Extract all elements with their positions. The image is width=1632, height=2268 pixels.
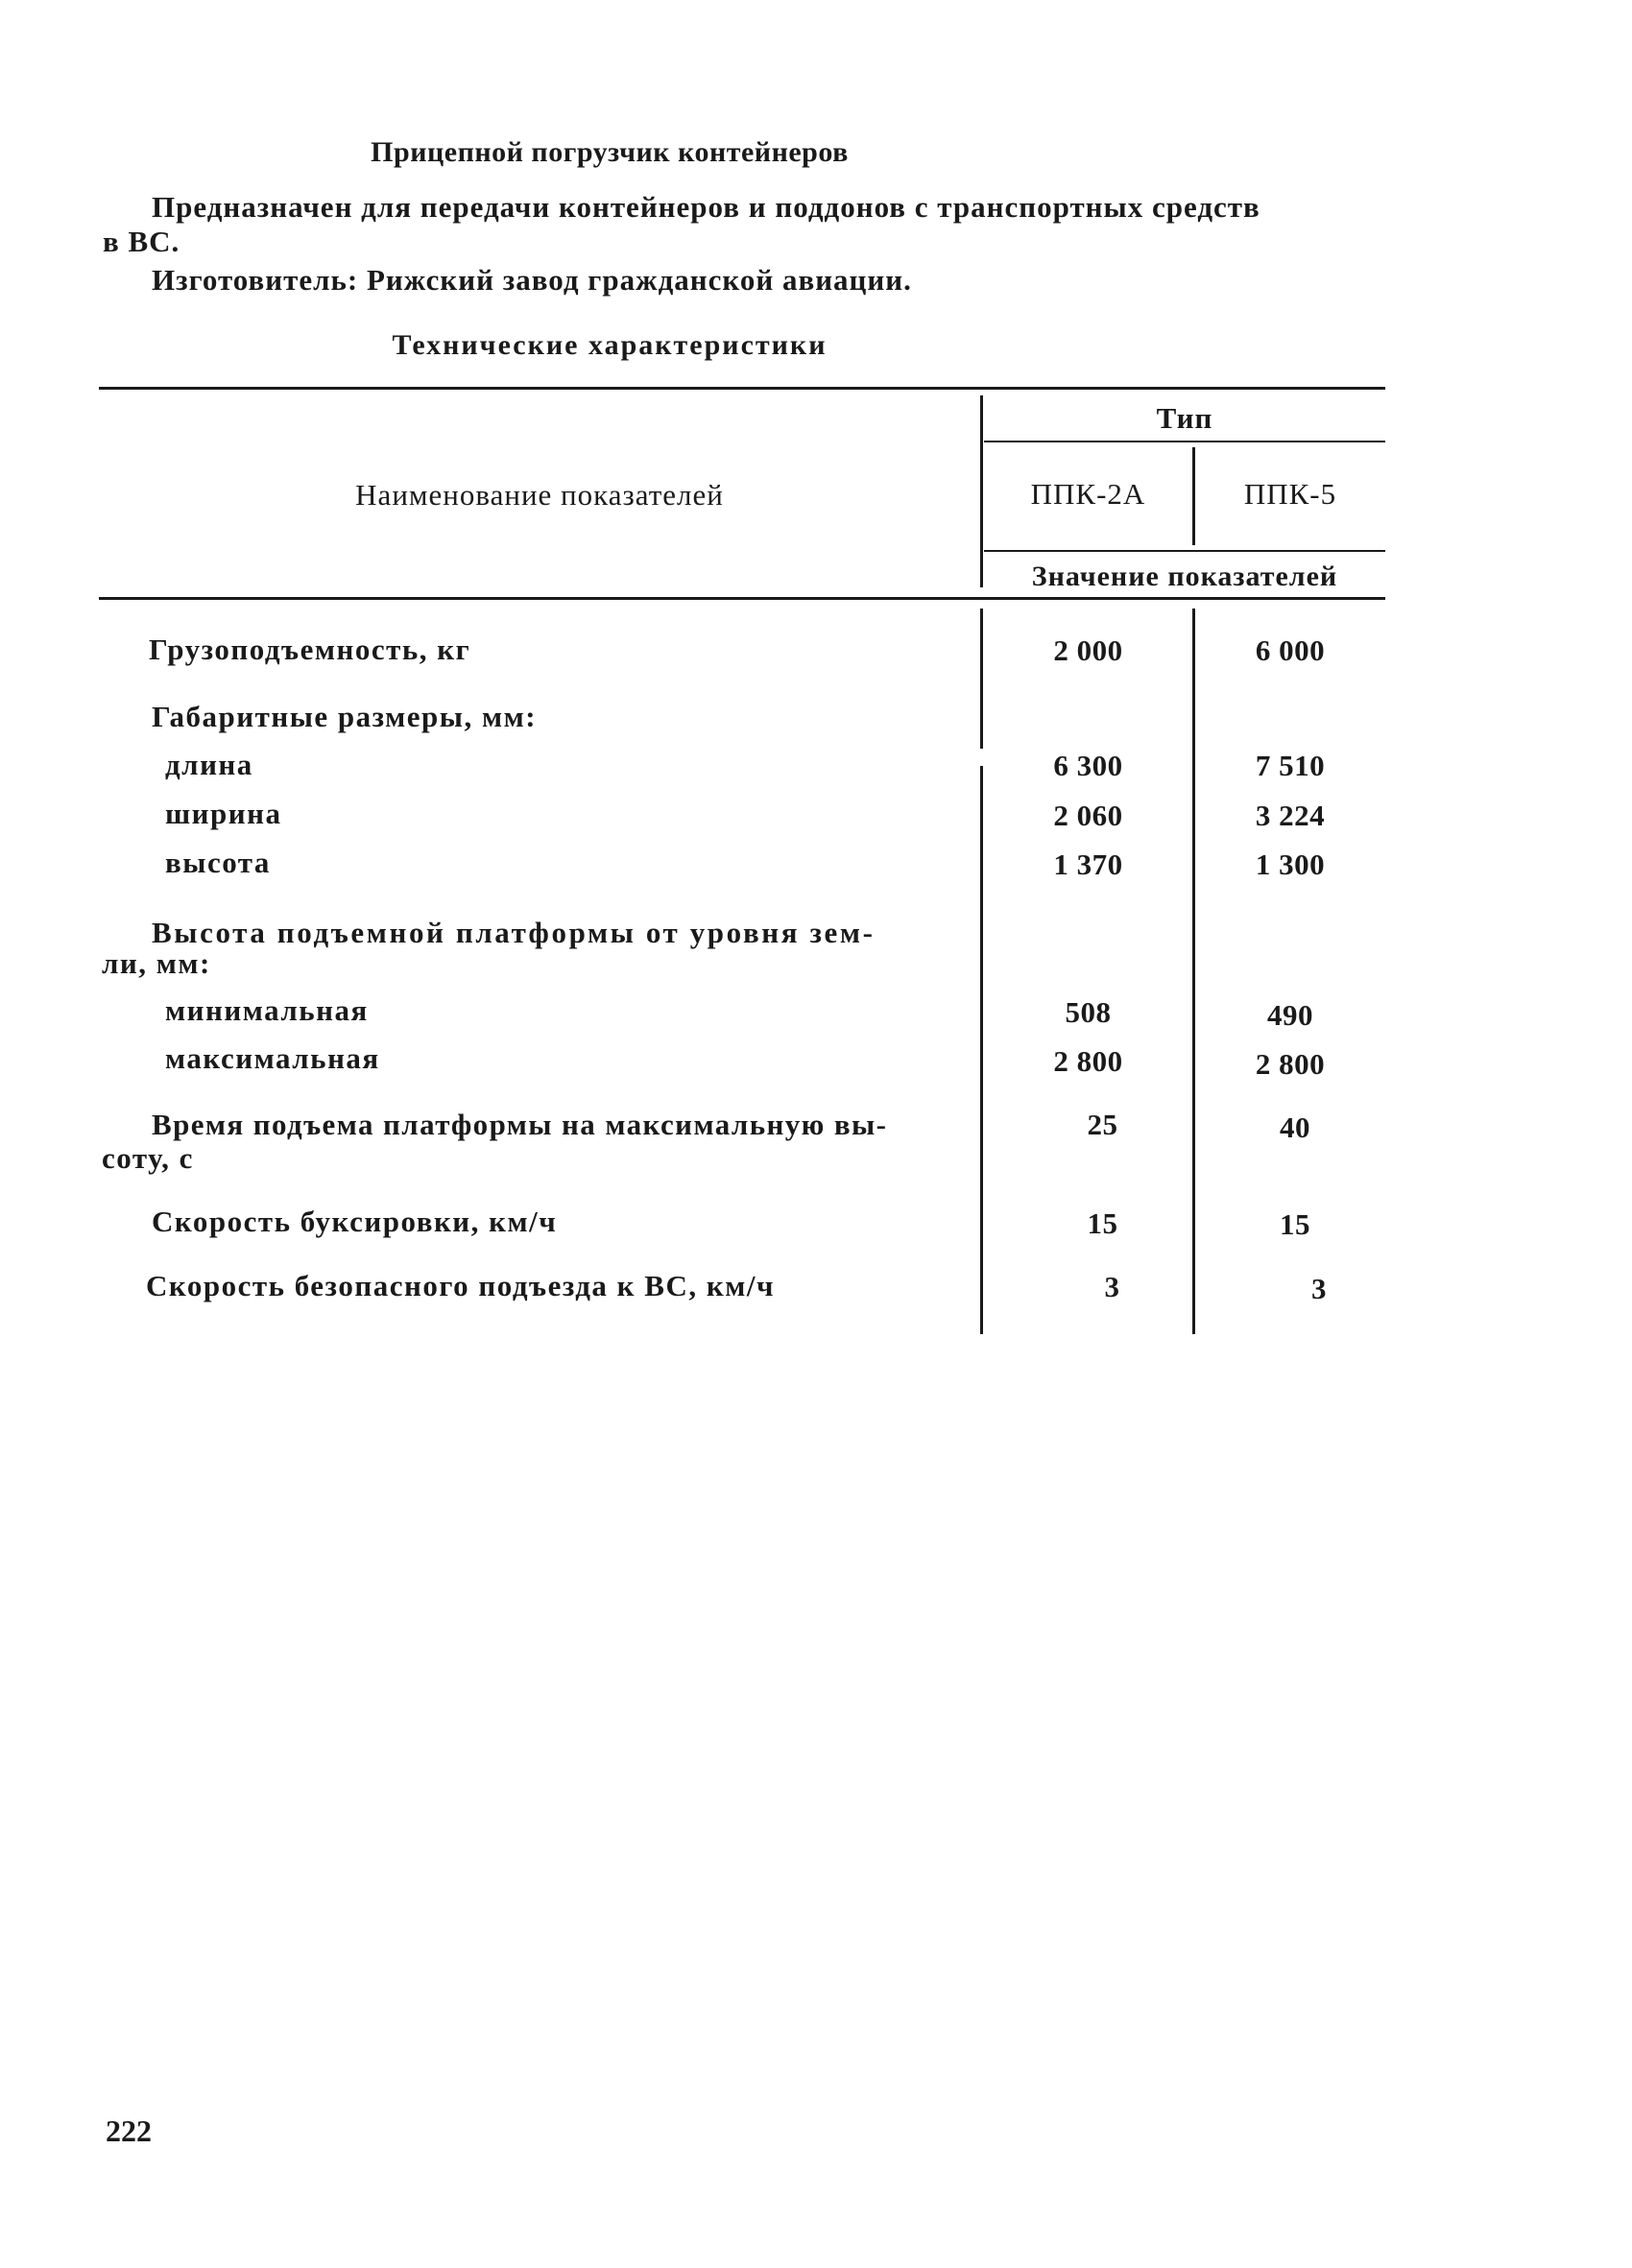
page-number: 222	[106, 2113, 152, 2148]
header-values-label: Значение показателей	[1031, 561, 1338, 592]
row-value-ppk-2a: 1 370	[1053, 848, 1123, 881]
row-label: ширина	[165, 797, 282, 830]
document-title: Прицепной погрузчик контейнеров	[371, 136, 849, 168]
body-divider-left-lower	[980, 766, 983, 1334]
row-value-ppk-5: 3 224	[1255, 799, 1326, 832]
row-value-ppk-2a: 25	[1087, 1108, 1118, 1141]
row-value-ppk-5: 15	[1280, 1207, 1310, 1241]
row-value-ppk-5: 1 300	[1255, 848, 1326, 881]
row-value-ppk-2a: 508	[1065, 995, 1112, 1029]
header-divider-left	[980, 395, 983, 587]
row-label-continuation: соту, с	[102, 1141, 194, 1175]
row-label: длина	[165, 748, 253, 781]
row-value-ppk-2a: 6 300	[1053, 749, 1123, 782]
table-top-rule	[99, 387, 1385, 390]
row-label: Грузоподъемность, кг	[149, 633, 471, 666]
row-label: Скорость безопасного подъезда к ВС, км/ч	[146, 1269, 775, 1302]
row-label: Высота подъемной платформы от уровня зем-	[152, 916, 876, 949]
row-value-ppk-2a: 2 800	[1053, 1044, 1123, 1078]
purpose-text-line2: в ВС.	[103, 225, 180, 258]
header-col-ppk-5: ППК-5	[1243, 477, 1337, 511]
row-value-ppk-5: 40	[1280, 1110, 1310, 1144]
row-value-ppk-5: 6 000	[1255, 633, 1326, 667]
purpose-text-line1: Предназначен для передачи контейнеров и поддонов с транспортных средств	[152, 190, 1260, 224]
row-label: высота	[165, 846, 271, 879]
body-divider-left	[980, 609, 983, 749]
row-value-ppk-5: 7 510	[1255, 749, 1326, 782]
row-value-ppk-2a: 2 000	[1053, 633, 1123, 667]
row-value-ppk-5: 2 800	[1255, 1047, 1326, 1081]
header-bottom-rule	[99, 597, 1385, 600]
header-type-group: Тип	[1156, 401, 1213, 435]
header-col-ppk-2a: ППК-2А	[1030, 477, 1146, 511]
values-label-rule	[984, 550, 1385, 552]
row-label: Габаритные размеры, мм:	[152, 700, 538, 733]
manufacturer-text: Изготовитель: Рижский завод гражданской авиации.	[152, 263, 912, 297]
type-group-rule	[984, 441, 1385, 442]
row-value-ppk-2a: 2 060	[1053, 799, 1123, 832]
row-value-ppk-5: 490	[1267, 998, 1313, 1032]
row-value-ppk-2a: 15	[1087, 1206, 1118, 1240]
row-label: минимальная	[165, 993, 369, 1027]
row-label: максимальная	[165, 1041, 380, 1075]
row-value-ppk-2a: 3	[1104, 1270, 1120, 1303]
row-value-ppk-5: 3	[1311, 1272, 1327, 1305]
row-label: Время подъема платформы на максимальную вы-	[152, 1108, 888, 1141]
row-label-continuation: ли, мм:	[102, 946, 211, 980]
header-name-column: Наименование показателей	[355, 478, 724, 512]
row-label: Скорость буксировки, км/ч	[152, 1205, 558, 1238]
table-caption: Технические характеристики	[392, 329, 828, 361]
